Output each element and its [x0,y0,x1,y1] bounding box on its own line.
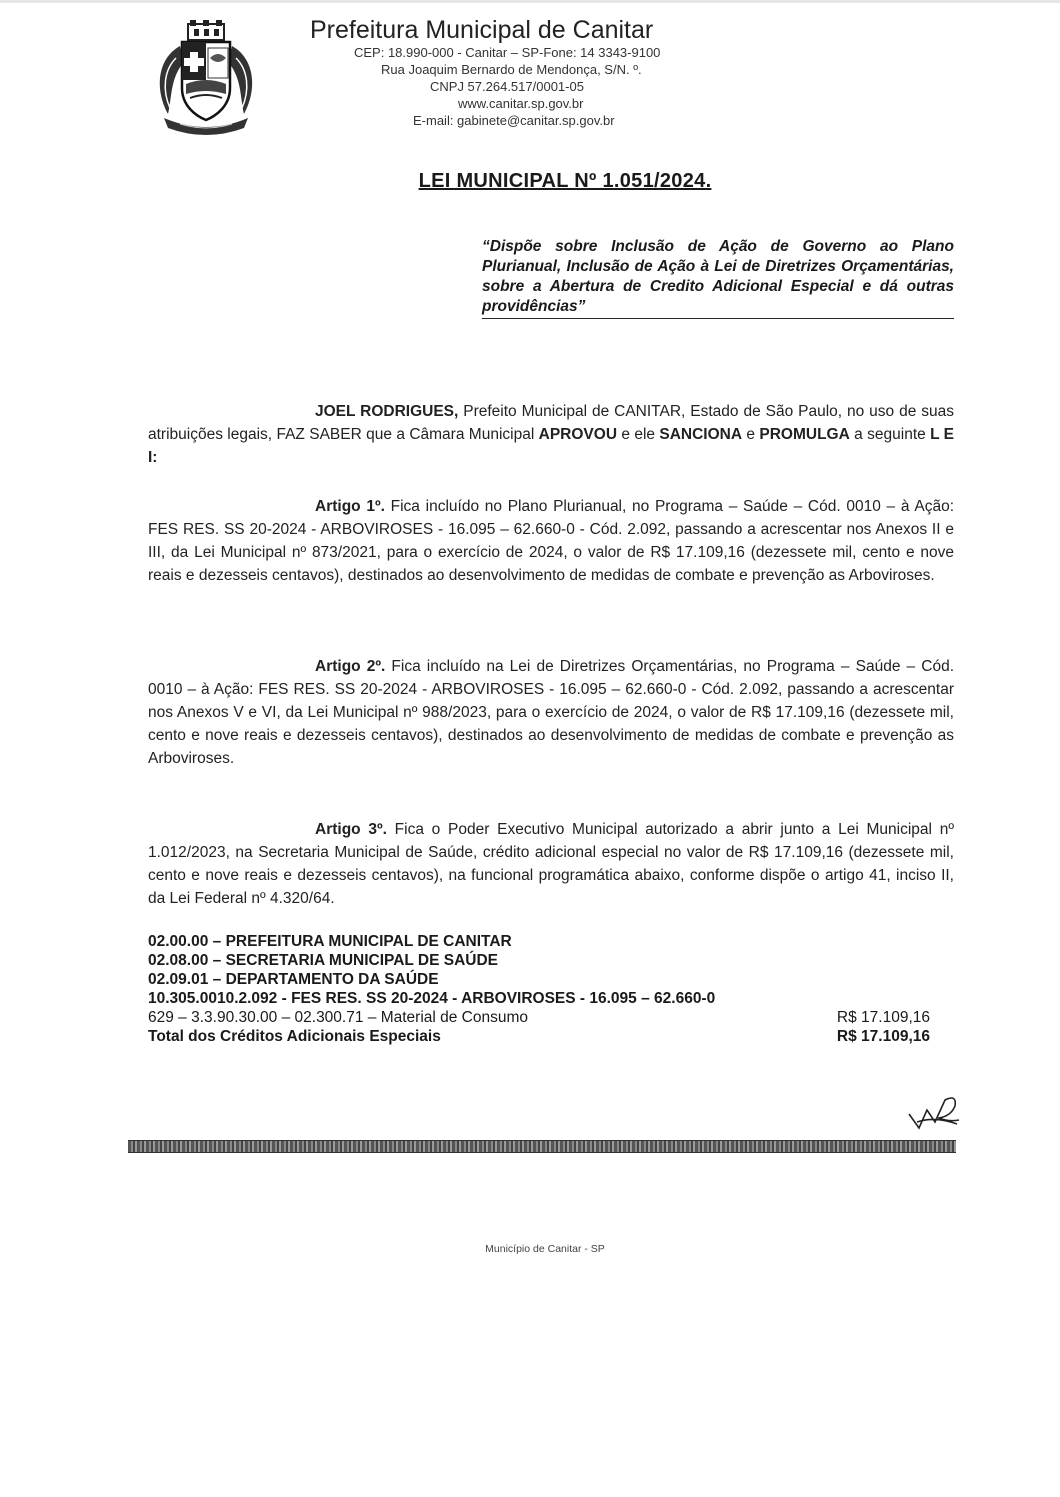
page-divider [128,1140,956,1153]
article-label: Artigo 1º. [315,498,385,515]
article-2 [148,655,954,770]
footer-text: Município de Canitar - SP [485,1243,605,1255]
budget-block [148,932,930,1046]
budget-item-label: 629 – 3.3.90.30.00 – 02.300.71 – Material de Consumo [148,1009,529,1026]
budget-line-funcional: 10.305.0010.2.092 - FES RES. SS 20-2024 - ARBOVIROSES - 16.095 – 62.660-0 [148,990,716,1007]
law-title: LEI MUNICIPAL Nº 1.051/2024. [418,170,712,192]
article-label: Artigo 3º. [315,821,387,838]
header-cep: CEP: 18.990-000 - Canitar – SP-Fone: 14 3343-9100 [354,45,661,60]
intro-text-1: Prefeito Municipal de CANITAR, Estado de São Paulo, no uso de suas atribuições legais, FAZ SABER que a Câmara Municipal [148,403,954,443]
intro-paragraph [148,400,954,469]
budget-total-value: R$ 17.109,16 [836,1028,930,1045]
header-address: Rua Joaquim Bernardo de Mendonça, S/N. º. [381,62,642,77]
article-text: Fica o Poder Executivo Municipal autorizado a abrir junto a Lei Municipal nº 1.012/2023, na Secretaria Municipal de Saúde, crédito adicional especial no valor de R$ 17.109,16 (dezessete mil, cento e nove reais e dezesseis centavos), na funcional programática abaixo, conforme dispõe o artigo 41, inciso II, da Lei Federal nº 4.320/64. [148,821,954,907]
intro-promulga: PROMULGA [759,426,850,443]
intro-aprovou: APROVOU [538,426,618,443]
budget-total-row [148,1027,930,1046]
budget-item-value: R$ 17.109,16 [836,1009,930,1026]
header-email: E-mail: gabinete@canitar.sp.gov.br [413,113,615,128]
intro-sanciona: SANCIONA [659,426,743,443]
ementa: “Dispõe sobre Inclusão de Ação de Governo ao Plano Plurianual, Inclusão de Ação à Lei de Diretrizes Orçamentárias, sobre a Abertura de Credito Adicional Especial e dá outras providências” [482,237,954,319]
budget-item-row [148,1008,930,1027]
mayor-name: JOEL RODRIGUES, [315,403,459,420]
article-3 [148,818,954,910]
article-text: Fica incluído no Plano Plurianual, no Programa – Saúde – Cód. 0010 – à Ação: FES RES. SS 20-2024 - ARBOVIROSES - 16.095 – 62.660-0 - Cód. 2.092, passando a acrescentar nos Anexos II e III, da Lei Municipal nº 873/2021, para o exercício de 2024, o valor de R$ 17.109,16 (dezessete mil, cento e nove reais e dezesseis centavos), destinados ao desenvolvimento de medidas de combate e prevenção as Arboviroses. [148,498,954,584]
signature-mark [905,1092,963,1134]
header-cnpj: CNPJ 57.264.517/0001-05 [430,79,584,94]
intro-text-3: e [742,426,760,443]
budget-line-secretaria: 02.08.00 – SECRETARIA MUNICIPAL DE SAÚDE [148,952,498,969]
article-text: Fica incluído na Lei de Diretrizes Orçamentárias, no Programa – Saúde – Cód. 0010 – à Ação: FES RES. SS 20-2024 - ARBOVIROSES - 16.095 – 62.660-0 - Cód. 2.092, passando a acrescentar nos Anexos V e VI, da Lei Municipal nº 988/2023, para o exercício de 2024, o valor de R$ 17.109,16 (dezessete mil, cento e nove reais e dezesseis centavos), destinados ao desenvolvimento de medidas de combate e prevenção as Arboviroses. [148,658,954,767]
article-1 [148,495,954,587]
scan-edge [0,0,1060,3]
intro-text-4: a seguinte [849,426,931,443]
header-website: www.canitar.sp.gov.br [458,96,584,111]
intro-text-2: e ele [617,426,660,443]
budget-total-label: Total dos Créditos Adicionais Especiais [148,1028,441,1045]
intro-lei: L E I: [148,426,954,466]
header-contact-block [340,44,740,129]
budget-line-prefeitura: 02.00.00 – PREFEITURA MUNICIPAL DE CANITAR [148,933,512,950]
budget-line-departamento: 02.09.01 – DEPARTAMENTO DA SAÚDE [148,971,439,988]
article-label: Artigo 2º. [315,658,386,675]
header-title: Prefeitura Municipal de Canitar [310,16,654,44]
coat-of-arms-icon [150,18,262,136]
